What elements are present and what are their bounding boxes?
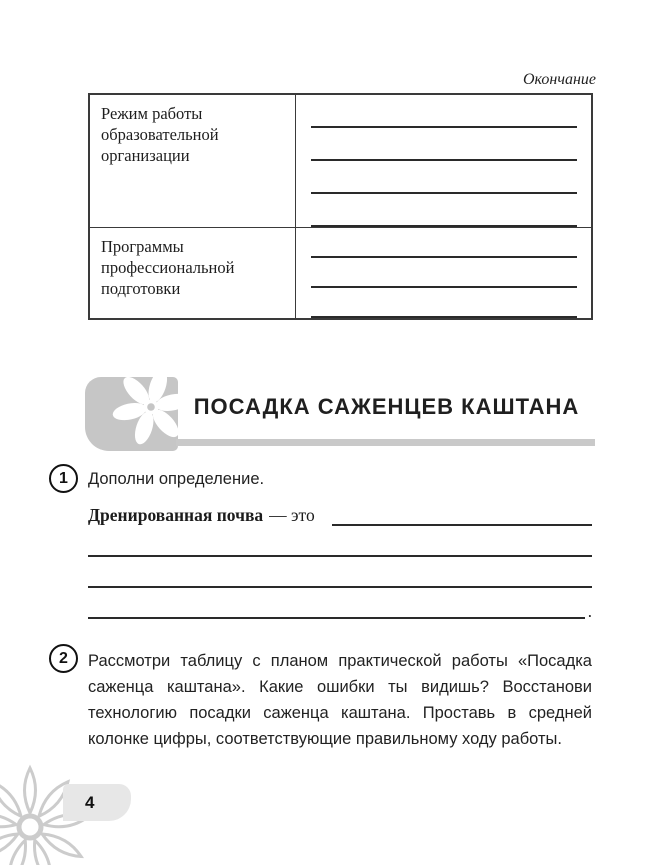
task-2 <box>59 648 592 752</box>
blank-write-line <box>88 526 592 557</box>
table-row-lines <box>296 95 591 228</box>
blank-write-line-row <box>88 588 592 619</box>
page-number-tab <box>63 784 131 821</box>
task-instruction: Дополни определение. <box>88 470 265 488</box>
banner-flower-block <box>85 377 178 451</box>
blank-write-line <box>332 506 592 526</box>
definition-term: Дренированная почва <box>88 505 264 525</box>
definition-row <box>88 504 592 526</box>
sentence-end-period: . <box>587 602 592 621</box>
write-area <box>88 526 592 619</box>
blank-write-line <box>311 161 577 194</box>
blank-write-line <box>311 228 577 258</box>
blank-write-line <box>311 194 577 227</box>
blank-write-line <box>311 258 577 288</box>
continuation-note: Окончание <box>522 71 596 88</box>
task-number-badge: 2 <box>49 644 78 673</box>
section-title: ПОСАДКА САЖЕНЦЕВ КАШТАНА <box>193 394 580 419</box>
banner-underline-bar <box>176 439 595 446</box>
blank-write-line <box>88 557 592 588</box>
task-instruction: Рассмотри таблицу с планом практической работы «Посадка саженца каштана». Какие ошибки ты видишь? Восстанови технологию посадки саженца каштана. Проставь в средней колонке цифры, соответствующие правильному ходу работы. <box>88 652 592 748</box>
flower-icon <box>85 377 178 451</box>
table-row-label: Режим работы образовательной организации <box>90 95 296 228</box>
blank-write-line <box>311 128 577 161</box>
table-row-label: Программы профессиональной подготовки <box>90 228 296 318</box>
info-table <box>88 93 593 320</box>
table-row-lines <box>296 228 591 318</box>
definition-connector: — это <box>269 505 315 525</box>
blank-write-line <box>311 288 577 318</box>
task-number-badge: 1 <box>49 464 78 493</box>
section-banner <box>85 377 595 451</box>
task-1 <box>59 468 592 621</box>
page-number: 4 <box>85 792 95 812</box>
blank-write-line <box>88 588 585 619</box>
blank-write-line <box>311 95 577 128</box>
